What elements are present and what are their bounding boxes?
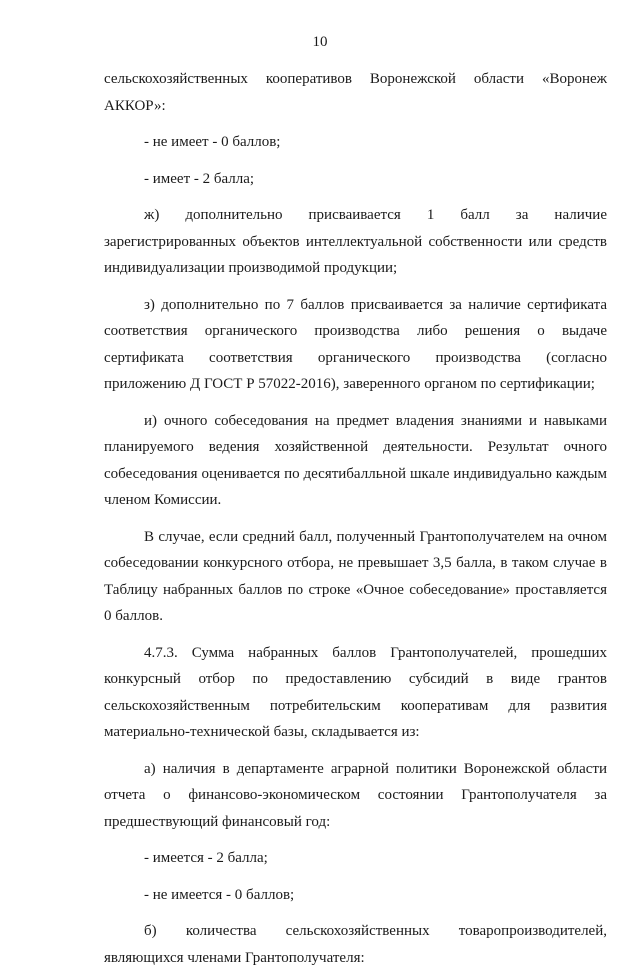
- list-item-not-available: - не имеется - 0 баллов;: [144, 886, 295, 903]
- paragraph-average-score: В случае, если средний балл, полученный Грантополучателем на очном собеседовании конкурсного отбора, не превышает 3,5 балла, в таком случае в Таблицу набранных баллов по строке «Очное собеседование» проставляется 0 баллов.: [104, 528, 607, 624]
- paragraph-item-zh: ж) дополнительно присваивается 1 балл за наличие зарегистрированных объектов интеллектуальной собственности или средств индивидуализации производимой продукции;: [104, 207, 607, 276]
- list-item-not-present: - не имеет - 0 баллов;: [144, 134, 281, 150]
- paragraph-section-4-7-3: 4.7.3. Сумма набранных баллов Грантополучателей, прошедших конкурсный отбор по предоставлению субсидий в виде грантов сельскохозяйственным потребительским кооперативам для развития материально-технической базы, складывается из:: [104, 644, 607, 740]
- paragraph-item-i: и) очного собеседования на предмет владения знаниями и навыками планируемого ведения хозяйственной деятельности. Результат очного собеседования оценивается по десятибалльной шкале индивидуально каждым членом Комиссии.: [104, 412, 607, 508]
- list-item-present: - имеет - 2 балла;: [144, 170, 255, 187]
- paragraph-cooperatives-continuation: сельскохозяйственных кооперативов Воронежской области «Воронеж АККОР»:: [104, 71, 607, 114]
- page-number: 10: [312, 34, 328, 50]
- list-item-available: - имеется - 2 балла;: [144, 850, 268, 866]
- paragraph-item-b: б) количества сельскохозяйственных товаропроизводителей, являющихся членами Грантополучателя:: [104, 923, 607, 966]
- paragraph-item-z: з) дополнительно по 7 баллов присваивается за наличие сертификата соответствия органического производства либо решения о выдаче сертификата соответствия органического производства (согласно приложению Д ГОСТ Р 57022-2016), заверенного органом по сертификации;: [104, 296, 607, 392]
- paragraph-item-a: а) наличия в департаменте аграрной политики Воронежской области отчета о финансово-экономическом состоянии Грантополучателя за предшествующий финансовый год:: [104, 760, 607, 830]
- document-body: [104, 66, 607, 971]
